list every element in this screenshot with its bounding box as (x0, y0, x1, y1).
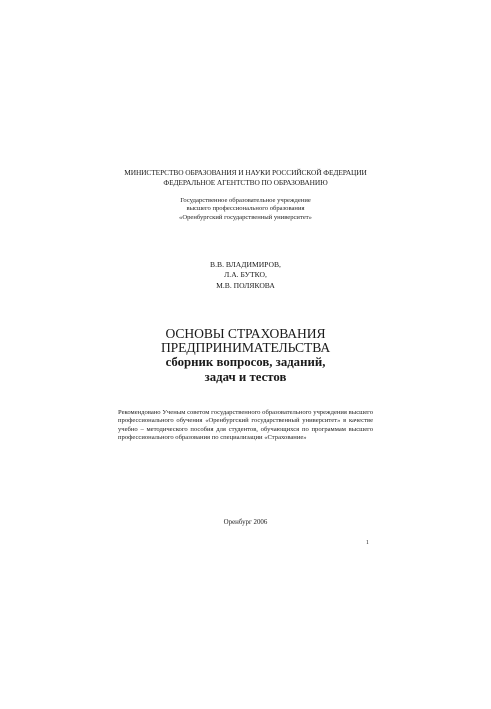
authors-list (0, 260, 491, 291)
author-name: В.В. ВЛАДИМИРОВ, (210, 260, 281, 269)
institution-line-2: высшего профессионального образования (186, 205, 305, 213)
institution-line-3: «Оренбургский государственный университет» (179, 213, 312, 221)
document-title (0, 327, 491, 356)
city-year: Оренбург 2006 (223, 519, 268, 526)
institution-header (0, 197, 491, 222)
title-line-1: ОСНОВЫ СТРАХОВАНИЯ (165, 326, 326, 341)
subtitle-line-2: задач и тестов (204, 370, 287, 384)
ministry-line: МИНИСТЕРСТВО ОБРАЗОВАНИЯ И НАУКИ РОССИЙСКОЙ ФЕДЕРАЦИИ (124, 168, 367, 177)
ministry-header (0, 168, 491, 187)
author-name: Л.А. БУТКО, (224, 270, 267, 280)
institution-line-1: Государственное образовательное учреждение (180, 197, 311, 204)
document-subtitle (0, 355, 491, 385)
recommendation-paragraph: Рекомендовано Ученым советом государственного образовательного учреждения высшего профессионального обучения «Оренбургский государственный университет» в качестве учебно – методического пособия для студентов, обучающихся по программам высшего профессионального образования по специализации «Страхование» (118, 409, 373, 442)
page-number: 1 (366, 540, 369, 546)
agency-line: ФЕДЕРАЛЬНОЕ АГЕНТСТВО ПО ОБРАЗОВАНИЮ (163, 177, 328, 187)
title-line-2: ПРЕДПРИНИМАТЕЛЬСТВА (160, 340, 331, 356)
subtitle-line-1: сборник вопросов, заданий, (165, 355, 326, 369)
author-name: М.В. ПОЛЯКОВА (216, 280, 275, 290)
